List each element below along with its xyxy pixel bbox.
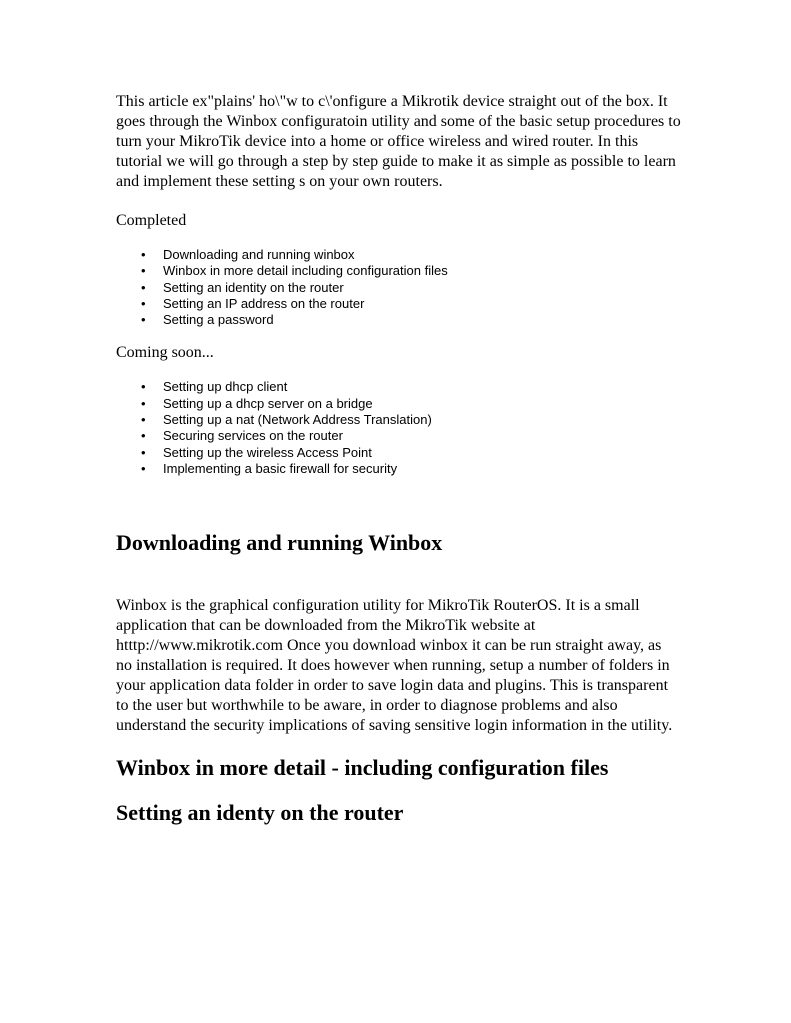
list-item-text: Winbox in more detail including configuration files <box>163 263 448 279</box>
coming-soon-label: Coming soon... <box>116 344 214 362</box>
list-item <box>116 312 681 328</box>
list-item-text: Setting up a dhcp server on a bridge <box>163 395 373 411</box>
list-item <box>116 247 681 263</box>
section-heading-downloading: Downloading and running Winbox <box>116 530 443 556</box>
list-item-text: Setting up the wireless Access Point <box>163 444 372 460</box>
bullet-icon: • <box>141 412 146 428</box>
section-heading-winbox-detail: Winbox in more detail - including configuration files <box>116 755 609 781</box>
section-heading-identity: Setting an identy on the router <box>116 800 404 826</box>
list-item <box>116 396 681 412</box>
bullet-icon: • <box>141 444 146 460</box>
bullet-icon: • <box>141 247 146 262</box>
bullet-icon: • <box>141 312 146 328</box>
bullet-icon: • <box>141 460 146 476</box>
coming-soon-list <box>116 379 681 477</box>
list-item-text: Setting an IP address on the router <box>163 295 365 311</box>
bullet-icon: • <box>141 379 146 395</box>
list-item <box>116 379 681 395</box>
list-item <box>116 280 681 296</box>
document-page <box>116 92 681 826</box>
list-item <box>116 461 681 477</box>
list-item <box>116 263 681 279</box>
list-item <box>116 445 681 461</box>
list-item <box>116 428 681 444</box>
list-item-text: Setting up dhcp client <box>163 379 288 395</box>
list-item-text: Implementing a basic firewall for security <box>163 460 398 476</box>
intro-paragraph: This article ex"plains' ho\"w to c\'onfigure a Mikrotik device straight out of the box. It goes through the Winbox configuratoin utility and some of the basic setup procedures to turn your MikroTik device into a home or office wireless and wired router. In this tutorial we will go through a step by step guide to make it as simple as possible to learn and implement these setting s on your own routers. <box>116 93 681 190</box>
list-item <box>116 412 681 428</box>
bullet-icon: • <box>141 428 146 444</box>
completed-label: Completed <box>116 212 187 229</box>
bullet-icon: • <box>141 279 146 295</box>
list-item <box>116 296 681 312</box>
list-item-text: Setting a password <box>163 312 274 328</box>
list-item-text: Securing services on the router <box>163 428 343 444</box>
bullet-icon: • <box>141 295 146 311</box>
bullet-icon: • <box>141 395 146 411</box>
list-item-text: Setting an identity on the router <box>163 279 344 295</box>
list-item-text: Downloading and running winbox <box>163 247 355 262</box>
winbox-paragraph: Winbox is the graphical configuration utility for MikroTik RouterOS. It is a small application that can be downloaded from the MikroTik website at htttp://www.mikrotik.com Once you download winbox it can be run straight away, as no installation is required. It does however when running, setup a number of folders in your application data folder in order to save login data and plugins. This is transparent to the user but worthwhile to be aware, in order to diagnose problems and also understand the security implications of saving sensitive login information in the utility. <box>116 597 673 735</box>
completed-list <box>116 247 681 328</box>
bullet-icon: • <box>141 263 146 279</box>
list-item-text: Setting up a nat (Network Address Translation) <box>163 412 432 428</box>
